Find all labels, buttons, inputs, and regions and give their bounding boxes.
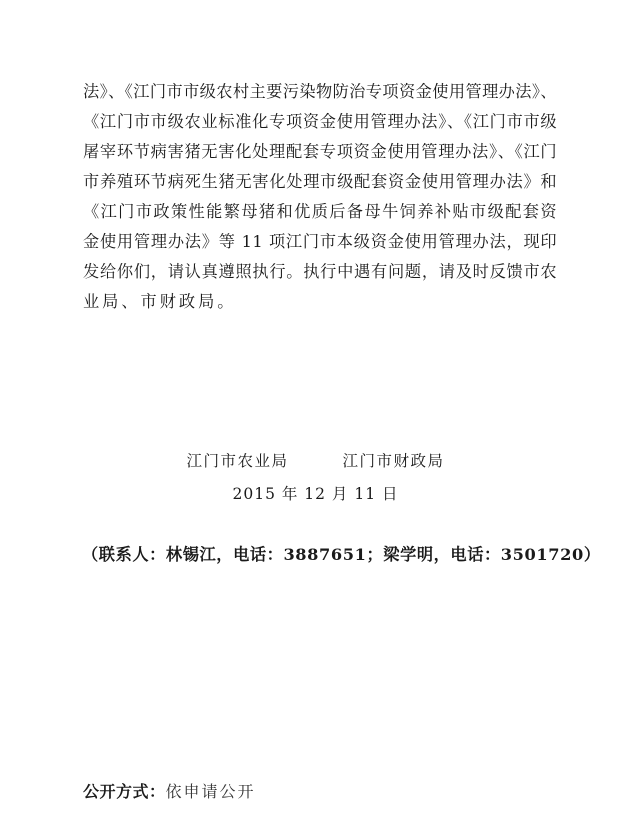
signature-org-agriculture: 江门市农业局 [186, 452, 289, 470]
body-line: 市养殖环节病死生猪无害化处理市级配套资金使用管理办法》和 [83, 172, 557, 191]
body-line: 业局、市财政局。 [83, 292, 237, 311]
body-line: 《江门市市级农业标准化专项资金使用管理办法》、《江门市市级 [83, 112, 557, 131]
contact-info: （联系人：林锡江，电话：3887651；梁学明，电话：3501720） [82, 545, 601, 564]
signature-date: 2015 年 12 月 11 日 [232, 485, 399, 503]
body-line: 《江门市政策性能繁母猪和优质后备母牛饲养补贴市级配套资 [83, 202, 557, 221]
signature-organizations [0, 450, 631, 472]
disclosure-method [83, 781, 256, 803]
disclosure-label: 公开方式： [83, 782, 166, 801]
body-line: 屠宰环节病害猪无害化处理配套专项资金使用管理办法》、《江门 [83, 142, 557, 161]
body-line: 金使用管理办法》等 11 项江门市本级资金使用管理办法，现印 [83, 232, 557, 251]
body-paragraph [83, 77, 557, 317]
signature-org-finance: 江门市财政局 [342, 452, 445, 470]
body-line: 法》、《江门市市级农村主要污染物防治专项资金使用管理办法》、 [83, 82, 557, 101]
disclosure-value: 依申请公开 [165, 782, 256, 801]
body-line: 发给你们，请认真遵照执行。执行中遇有问题，请及时反馈市农 [83, 262, 557, 281]
